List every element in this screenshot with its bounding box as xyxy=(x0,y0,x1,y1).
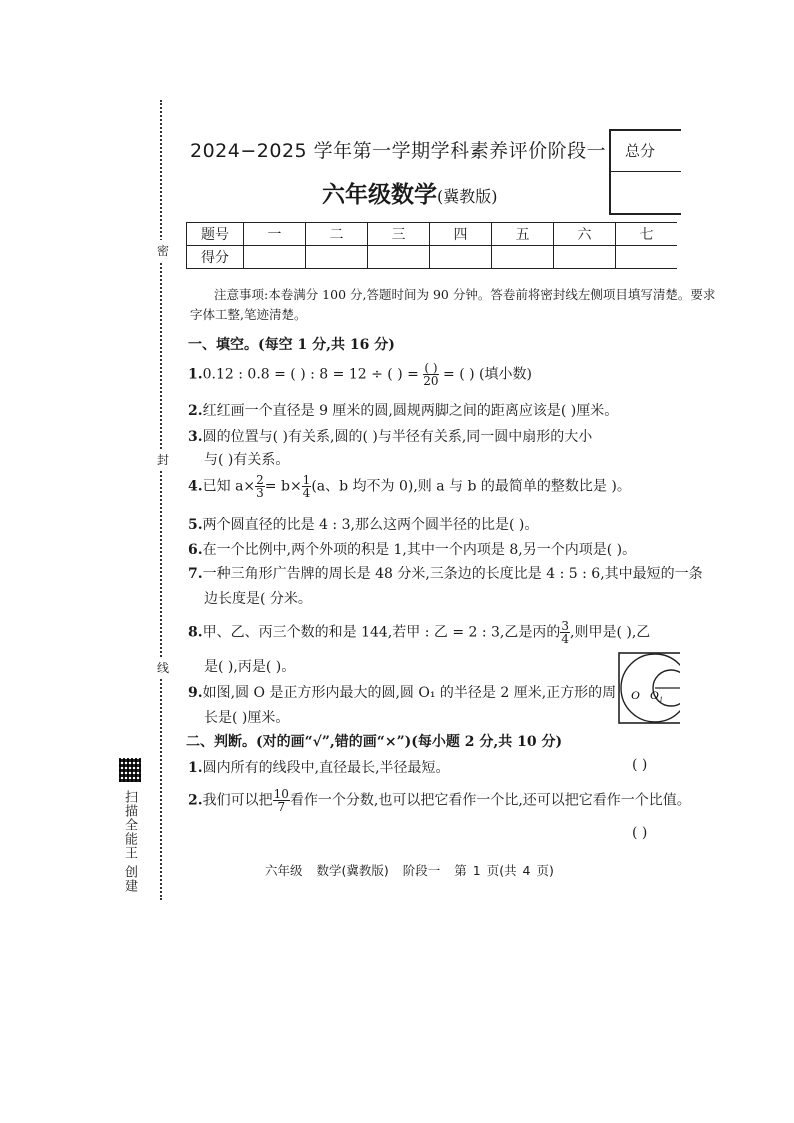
qr-code-icon xyxy=(119,758,141,782)
q4-f1-top: 2 xyxy=(256,473,264,487)
q1-frac-top: ( ) xyxy=(424,361,438,375)
q1-fraction xyxy=(423,362,438,387)
q2-text: 红红画一个直径是 9 厘米的圆,圆规两脚之间的距离应该是( )厘米。 xyxy=(202,403,619,419)
q8-f-bottom: 4 xyxy=(561,632,570,646)
question-1-4 xyxy=(188,474,631,499)
q4-f1-bottom: 3 xyxy=(256,486,264,500)
judge-q2-f-top: 10 xyxy=(273,787,289,801)
score-cell[interactable] xyxy=(244,246,306,269)
col-3: 三 xyxy=(368,223,430,246)
section1-heading: 一、填空。(每空 1 分,共 16 分) xyxy=(188,337,395,353)
q8-text-a: 甲、乙、丙三个数的和是 144,若甲 : 乙 = 2 : 3,乙是丙的 xyxy=(202,624,561,641)
seal-dotted-line xyxy=(160,100,162,900)
score-cell[interactable] xyxy=(616,246,678,269)
notice-line-1: 注意事项:本卷满分 100 分,答题时间为 90 分钟。答卷前将密封线左侧项目填写清楚。要求 xyxy=(214,287,716,302)
judge-q2-text-b: 看作一个分数,也可以把它看作一个比,还可以把它看作一个比值。 xyxy=(289,792,691,809)
question-number-row xyxy=(187,223,678,246)
question-1-6 xyxy=(188,539,636,559)
score-cell[interactable] xyxy=(554,246,616,269)
section2-heading: 二、判断。(对的画“√”,错的画“×”)(每小题 2 分,共 10 分) xyxy=(186,734,563,750)
label-o1: O₁ xyxy=(650,688,663,702)
question-number: 3. xyxy=(188,429,203,445)
footer-subject: 数学(冀教版) xyxy=(316,863,389,878)
question-1-9 xyxy=(188,682,616,702)
q1-text-a: 0.12 : 0.8 = ( ) : 8 = 12 ÷ ( ) = xyxy=(202,366,419,383)
total-score-box xyxy=(609,129,681,215)
score-cell[interactable] xyxy=(430,246,492,269)
score-cell[interactable] xyxy=(492,246,554,269)
notice-line-2: 字体工整,笔迹清楚。 xyxy=(190,307,307,322)
q4-text-b: = b× xyxy=(264,478,302,495)
label-o: O xyxy=(631,688,640,702)
question-number: 9. xyxy=(188,685,203,701)
col-4: 四 xyxy=(430,223,492,246)
question-number: 1. xyxy=(188,366,203,383)
q3-text-line2: 与( )有关系。 xyxy=(204,452,290,468)
question-number: 2. xyxy=(188,792,203,809)
page-footer xyxy=(265,861,568,879)
question-1-1 xyxy=(188,362,532,387)
subject-title: 六年级数学 xyxy=(322,181,437,208)
q8-fraction xyxy=(560,620,570,645)
judge-question-2 xyxy=(188,788,691,813)
q9-text: 如图,圆 O 是正方形内最大的圆,圆 O₁ 的半径是 2 厘米,正方形的周 xyxy=(202,685,617,701)
q8-text-b: ,则甲是( ),乙 xyxy=(570,624,651,641)
judge-q2-fraction xyxy=(273,788,290,813)
seal-char-feng: 封 xyxy=(157,449,169,470)
q7-text: 一种三角形广告牌的周长是 48 分米,三条边的长度比是 4 : 5 : 6,其中最短的一条 xyxy=(202,566,703,582)
question-1-7 xyxy=(188,563,703,583)
seal-char-xian: 线 xyxy=(157,657,169,678)
q4-fraction-1 xyxy=(255,474,265,499)
question-1-5 xyxy=(188,514,538,534)
judge-q2-text-a: 我们可以把 xyxy=(202,792,273,809)
judge-q2-answer-blank[interactable]: ( ) xyxy=(632,825,648,841)
question-1-8 xyxy=(188,620,650,645)
scanner-credit: 扫描全能王 创建 xyxy=(122,790,137,894)
q9-figure-svg xyxy=(618,652,680,724)
question-number: 8. xyxy=(188,624,203,641)
q4-fraction-2 xyxy=(302,474,312,499)
question-number: 1. xyxy=(188,760,203,776)
q9-text-line2: 长是( )厘米。 xyxy=(204,710,290,726)
q1-text-b: = ( ) (填小数) xyxy=(443,366,532,383)
judge-q2-f-bottom: 7 xyxy=(277,800,286,814)
q6-text: 在一个比例中,两个外项的积是 1,其中一个内项是 8,另一个内项是( )。 xyxy=(202,542,637,558)
score-cell[interactable] xyxy=(368,246,430,269)
total-score-label: 总分 xyxy=(611,131,681,172)
question-number: 5. xyxy=(188,517,203,533)
q4-f2-top: 1 xyxy=(302,473,311,487)
footer-page: 第 1 页(共 4 页) xyxy=(454,863,554,878)
row-label-score: 得分 xyxy=(187,246,244,269)
footer-grade: 六年级 xyxy=(265,863,303,878)
q8-f-top: 3 xyxy=(561,619,570,633)
q3-text: 圆的位置与( )有关系,圆的( )与半径有关系,同一圆中扇形的大小 xyxy=(202,429,593,445)
q4-text-c: (a、b 均不为 0),则 a 与 b 的最简单的整数比是 )。 xyxy=(311,478,631,495)
q4-f2-bottom: 4 xyxy=(302,486,311,500)
footer-stage: 阶段一 xyxy=(402,863,441,878)
edition-label: (冀教版) xyxy=(437,187,498,206)
q4-text-a: 已知 a× xyxy=(202,478,256,495)
question-1-3 xyxy=(188,426,592,446)
q7-text-line2: 边长度是( 分米。 xyxy=(204,591,312,607)
col-7: 七 xyxy=(616,223,678,246)
q1-frac-bottom: 20 xyxy=(423,374,439,388)
question-number: 6. xyxy=(188,542,203,558)
row-label-question: 题号 xyxy=(187,223,244,246)
q8-text-line2: 是( ),丙是( )。 xyxy=(204,659,296,675)
seal-char-mi: 密 xyxy=(157,240,169,261)
exam-title: 2024−2025 学年第一学期学科素养评价阶段一 xyxy=(190,140,607,162)
judge-q1-text: 圆内所有的线段中,直径最长,半径最短。 xyxy=(202,760,450,776)
score-row xyxy=(187,246,678,269)
grade-table xyxy=(186,222,677,269)
q5-text: 两个圆直径的比是 4 : 3,那么这两个圆半径的比是( )。 xyxy=(202,517,539,533)
question-number: 4. xyxy=(188,478,203,495)
question-number: 2. xyxy=(188,403,203,419)
judge-q1-answer-blank[interactable]: ( ) xyxy=(632,757,648,773)
question-1-2 xyxy=(188,400,618,420)
judge-question-1 xyxy=(188,757,450,777)
col-2: 二 xyxy=(306,223,368,246)
col-6: 六 xyxy=(554,223,616,246)
q9-circle-figure xyxy=(618,652,680,724)
col-1: 一 xyxy=(244,223,306,246)
score-cell[interactable] xyxy=(306,246,368,269)
question-number: 7. xyxy=(188,566,203,582)
exam-subtitle xyxy=(322,176,498,209)
col-5: 五 xyxy=(492,223,554,246)
